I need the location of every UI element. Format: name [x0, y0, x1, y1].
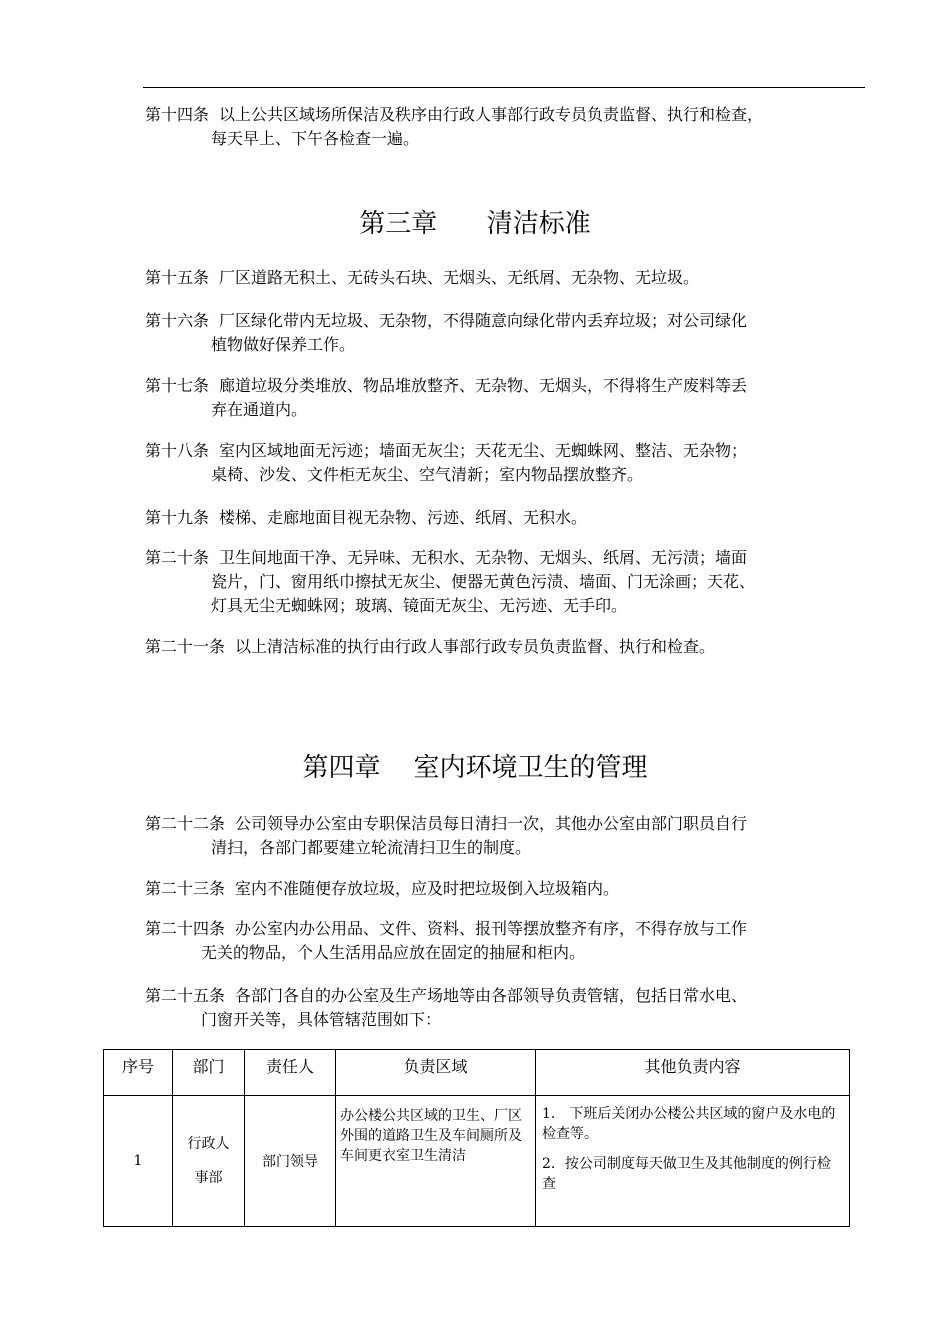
- article-20: 第二十条 卫生间地面干净、无异味、无积水、无杂物、无烟头、纸屑、无污渍；墙面 瓷片，门、窗用纸巾擦拭无灰尘、便器无黄色污渍、墙面、门无涂画；天花、 灯具无尘无蜘蛛网；玻璃、镜面无灰尘、无污迹、无手印。: [145, 548, 756, 615]
- cell-person: 部门领导: [245, 1096, 336, 1227]
- cell-dept: 行政人 事部: [173, 1096, 245, 1227]
- table-row: [104, 1096, 850, 1227]
- article-label: 第十四条: [145, 105, 210, 124]
- cell-no: 1: [104, 1096, 173, 1227]
- article-24: 第二十四条 办公室内办公用品、文件、资料、报刊等摆放整齐有序，不得存放与工作 无关的物品，个人生活用品应放在固定的抽屉和柜内。: [145, 919, 748, 962]
- header-rule: [143, 87, 865, 88]
- header-no: 序号: [104, 1050, 173, 1096]
- cell-area: 办公楼公共区域的卫生、厂区外围的道路卫生及车间厕所及车间更衣室卫生清洁: [336, 1096, 536, 1227]
- cell-other: 1. 下班后关闭办公楼公共区域的窗户及水电的检查等。 2．按公司制度每天做卫生及其他制度的例行检查: [536, 1096, 850, 1227]
- header-other: 其他负责内容: [536, 1050, 850, 1096]
- responsibility-table: [103, 1049, 850, 1227]
- header-dept: 部门: [173, 1050, 245, 1096]
- article-23: 第二十三条 室内不准随便存放垃圾，应及时把垃圾倒入垃圾箱内。: [145, 879, 620, 898]
- header-person: 责任人: [245, 1050, 336, 1096]
- article-16: 第十六条 厂区绿化带内无垃圾、无杂物，不得随意向绿化带内丢弃垃圾；对公司绿化 植物做好保养工作。: [145, 311, 748, 354]
- article-15: 第十五条 厂区道路无积土、无砖头石块、无烟头、无纸屑、无杂物、无垃圾。: [145, 268, 700, 287]
- article-22: 第二十二条 公司领导办公室由专职保洁员每日清扫一次，其他办公室由部门职员自行 清扫，各部门都要建立轮流清扫卫生的制度。: [145, 814, 748, 857]
- chapter-number: 第四章: [302, 753, 381, 783]
- article-18: 第十八条 室内区域地面无污迹；墙面无灰尘；天花无尘、无蜘蛛网、整洁、无杂物； 桌椅、沙发、文件柜无灰尘、空气清新；室内物品摆放整齐。: [145, 441, 748, 484]
- article-19: 第十九条 楼梯、走廊地面目视无杂物、污迹、纸屑、无积水。: [145, 508, 588, 527]
- table-header-row: [104, 1050, 850, 1096]
- chapter-4-heading: [0, 752, 950, 784]
- chapter-title: 清洁标准: [486, 209, 591, 239]
- article-14: 第十四条 以上公共区域场所保洁及秩序由行政人事部行政专员负责监督、执行和检查， 每天早上、下午各检查一遍。: [145, 105, 764, 148]
- article-17: 第十七条 廊道垃圾分类堆放、物品堆放整齐、无杂物、无烟头，不得将生产废料等丢 弃在通道内。: [145, 376, 748, 419]
- chapter-3-heading: [0, 208, 950, 240]
- article-21: 第二十一条 以上清洁标准的执行由行政人事部行政专员负责监督、执行和检查。: [145, 637, 716, 656]
- header-area: 负责区域: [336, 1050, 536, 1096]
- chapter-title: 室内环境卫生的管理: [413, 753, 648, 783]
- chapter-number: 第三章: [359, 209, 438, 239]
- article-25: 第二十五条 各部门各自的办公室及生产场地等由各部领导负责管辖，包括日常水电、 门窗开关等，具体管辖范围如下：: [145, 986, 748, 1029]
